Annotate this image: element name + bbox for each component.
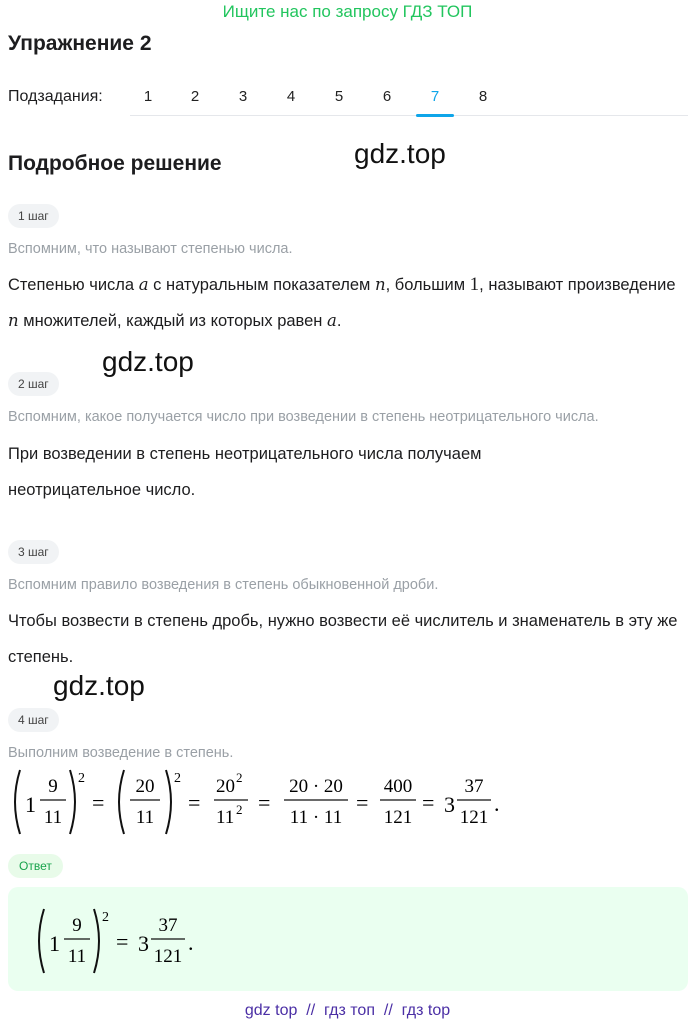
formula-equals: = bbox=[188, 790, 201, 815]
formula-equals: = bbox=[258, 790, 271, 815]
answer-formula bbox=[32, 903, 232, 979]
subtask-tab-7[interactable]: 7 bbox=[416, 88, 454, 105]
watermark: gdz.top bbox=[354, 138, 446, 169]
formula-whole: 3 bbox=[444, 792, 455, 817]
subtask-tab-4[interactable]: 4 bbox=[286, 88, 296, 105]
watermark: gdz.top bbox=[102, 346, 194, 377]
formula-denominator: 121 bbox=[383, 807, 413, 828]
formula-numerator: 20 bbox=[216, 776, 235, 797]
formula-exponent: 2 bbox=[236, 802, 243, 817]
subtask-tab-5[interactable]: 5 bbox=[334, 88, 344, 105]
formula-period: . bbox=[494, 791, 500, 816]
formula-exponent: 2 bbox=[236, 770, 243, 785]
subtask-tab-2[interactable]: 2 bbox=[190, 88, 200, 105]
formula-denominator: 11 · 11 bbox=[289, 807, 343, 828]
formula-exponent: 2 bbox=[78, 771, 85, 786]
formula-numerator: 9 bbox=[72, 915, 82, 936]
formula-equals: = bbox=[116, 929, 129, 954]
step-hint: Вспомним правило возведения в степень обыкновенной дроби. bbox=[8, 577, 439, 593]
formula-equals: = bbox=[92, 790, 105, 815]
formula-numerator: 20 bbox=[135, 776, 155, 797]
step-text: Чтобы возвести в степень дробь, нужно возвести её числитель и знаменатель в эту же степень. bbox=[8, 612, 678, 666]
step-hint: Вспомним, какое получается число при возведении в степень неотрицательного числа. bbox=[8, 409, 599, 425]
step-badge: 2 шаг bbox=[8, 372, 59, 396]
formula-denominator: 11 bbox=[135, 807, 155, 828]
answer-box bbox=[8, 887, 688, 991]
answer-badge: Ответ bbox=[8, 854, 63, 878]
step-hint: Выполним возведение в степень. bbox=[8, 745, 234, 761]
formula-denominator: 11 bbox=[67, 946, 87, 967]
formula-numerator: 9 bbox=[48, 776, 58, 797]
solution-title: Подробное решение bbox=[8, 152, 222, 175]
formula-equals: = bbox=[422, 790, 435, 815]
subtask-tab-1[interactable]: 1 bbox=[143, 88, 153, 105]
formula-period: . bbox=[188, 930, 194, 955]
page-title: Упражнение 2 bbox=[8, 32, 152, 55]
footer-links[interactable]: gdz top // гдз топ // гдз top bbox=[244, 1002, 451, 1019]
subtasks-label: Подзадания: bbox=[8, 88, 103, 105]
top-banner[interactable]: Ищите нас по запросу ГДЗ ТОП bbox=[222, 2, 473, 21]
formula-exponent: 2 bbox=[174, 771, 181, 786]
watermark: gdz.top bbox=[53, 670, 145, 701]
subtask-tab-8[interactable]: 8 bbox=[478, 88, 488, 105]
formula-whole: 3 bbox=[138, 931, 149, 956]
subtasks-divider bbox=[130, 115, 688, 116]
formula-whole: 1 bbox=[49, 931, 60, 956]
formula-denominator: 11 bbox=[216, 807, 235, 828]
formula-whole: 1 bbox=[25, 792, 36, 817]
step-badge: 3 шаг bbox=[8, 540, 59, 564]
formula-numerator: 37 bbox=[158, 915, 178, 936]
subtask-tab-3[interactable]: 3 bbox=[238, 88, 248, 105]
step-badge: 1 шаг bbox=[8, 204, 59, 228]
step-text: При возведении в степень неотрицательного числа получаем неотрицательное число. bbox=[8, 445, 482, 499]
formula-numerator: 37 bbox=[464, 776, 484, 797]
formula-numerator: 400 bbox=[383, 776, 413, 797]
subtask-tab-6[interactable]: 6 bbox=[382, 88, 392, 105]
step-hint: Вспомним, что называют степенью числа. bbox=[8, 241, 293, 257]
step-badge: 4 шаг bbox=[8, 708, 59, 732]
formula-denominator: 11 bbox=[43, 807, 63, 828]
formula-denominator: 121 bbox=[153, 946, 183, 967]
step-text: Степенью числа a с натуральным показателем n, большим 1, называют произведение n множителей, каждый из которых равен a. bbox=[8, 274, 676, 330]
formula-denominator: 121 bbox=[459, 807, 489, 828]
formula-exponent: 2 bbox=[102, 910, 109, 925]
step-4-formula bbox=[8, 764, 528, 840]
subtasks-nav bbox=[8, 86, 688, 116]
formula-numerator: 20 · 20 bbox=[289, 776, 343, 797]
formula-equals: = bbox=[356, 790, 369, 815]
